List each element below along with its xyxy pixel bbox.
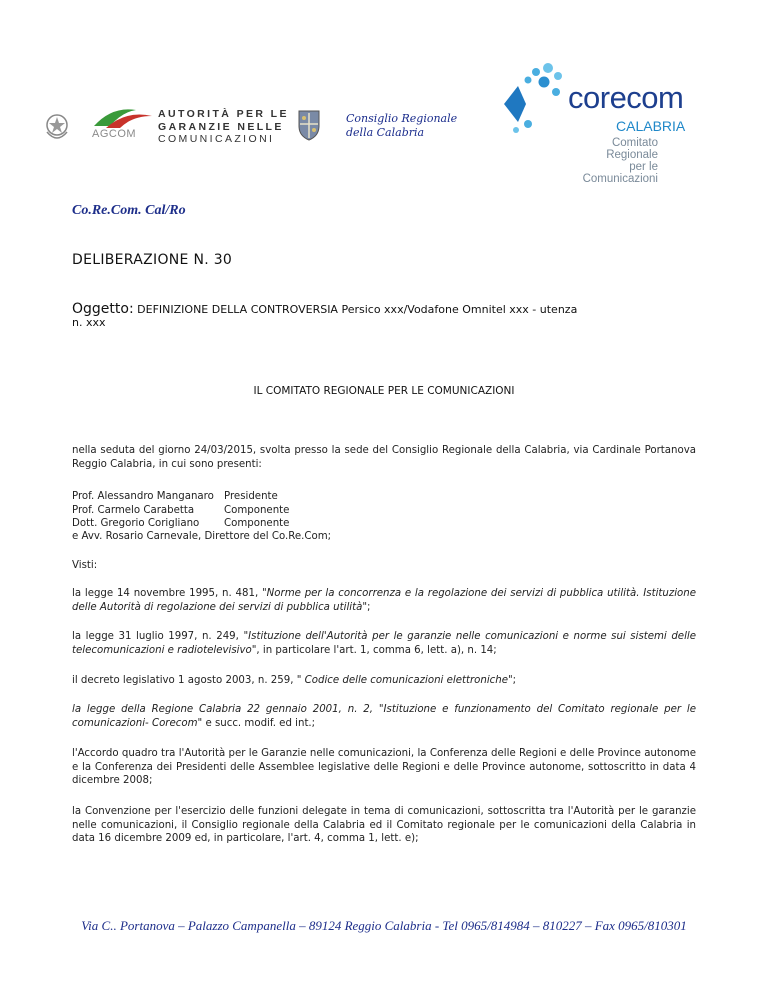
regional-law-paragraph: la legge della Regione Calabria 22 gennaio 2001, n. 2, "Istituzione e funzionamento del Comitato regionale per le comunicazioni- Corecom" e succ. modif. ed int.; bbox=[72, 704, 696, 729]
member-row: Prof. Carmelo Carabetta Componente bbox=[72, 504, 290, 516]
corecom-subtitle: Comitato Regionale per le Comunicazioni bbox=[582, 137, 658, 185]
members-list bbox=[72, 490, 289, 531]
visti-label: Visti: bbox=[72, 560, 98, 571]
subject bbox=[72, 303, 632, 329]
law-1995-paragraph: la legge 14 novembre 1995, n. 481, "Norme per la concorrenza e la regolazione dei servizi di pubblica utilità. Istituzione delle Autorità di regolazione dei servizi di pubblica utilità"; bbox=[72, 588, 696, 613]
document-reference: Co.Re.Com. Cal/Ro bbox=[72, 203, 186, 218]
corecom-dots-icon bbox=[498, 60, 568, 140]
corecom-region: CALABRIA bbox=[616, 118, 686, 134]
law-1997-paragraph: la legge 31 luglio 1997, n. 249, "Istituzione dell'Autorità per le garanzie nelle comunicazioni e norme sui sistemi delle telecomunicazioni e radiotelevisivo", in particolare l'art. 1, comma 6, lett. a), n. 14; bbox=[72, 631, 696, 656]
convenzione-paragraph: la Convenzione per l'esercizio delle funzioni delegate in tema di comunicazioni, sottoscritta tra l'Autorità per le garanzie nelle comunicazioni, il Consiglio regionale della Calabria ed il Comitato regionale per le comunicazioni della Calabria in data 16 dicembre 2009 ed, in particolare, l'art. 4, comma 1, lett. e); bbox=[72, 806, 696, 845]
agcom-wordmark: AGCOM bbox=[92, 128, 137, 140]
decree-2003-paragraph: il decreto legislativo 1 agosto 2003, n. 259, " Codice delle comunicazioni elettroniche"; bbox=[72, 675, 517, 686]
calabria-shield-icon bbox=[296, 108, 322, 142]
committee-heading: IL COMITATO REGIONALE PER LE COMUNICAZIONI bbox=[253, 385, 515, 397]
agcom-name: AUTORITÀ PER LE GARANZIE NELLE COMUNICAZIONI bbox=[158, 108, 289, 145]
subject-text: DEFINIZIONE DELLA CONTROVERSIA Persico xxx/Vodafone Omnitel xxx - utenza bbox=[133, 303, 578, 316]
corecom-wordmark: corecom bbox=[568, 80, 684, 115]
deliberation-number: DELIBERAZIONE N. 30 bbox=[72, 252, 233, 268]
member-row: Prof. Alessandro Manganaro Presidente bbox=[72, 491, 278, 502]
subject-text-cont: n. xxx bbox=[72, 316, 106, 329]
consiglio-regionale-logo-text: Consiglio Regionale della Calabria bbox=[346, 112, 458, 139]
accordo-paragraph: l'Accordo quadro tra l'Autorità per le Garanzie nelle comunicazioni, la Conferenza delle Regioni e delle Province autonome e la Conferenza dei Presidenti delle Assemblee legislative delle Regioni e delle Province autonome, sottoscritto in data 4 dicembre 2008; bbox=[72, 748, 696, 787]
italian-emblem-icon bbox=[44, 110, 70, 144]
subject-label: Oggetto: bbox=[72, 301, 134, 317]
director-paragraph: e Avv. Rosario Carnevale, Direttore del Co.Re.Com; bbox=[72, 531, 332, 542]
member-row: Dott. Gregorio Corigliano Componente bbox=[72, 518, 290, 530]
session-paragraph: nella seduta del giorno 24/03/2015, svolta presso la sede del Consiglio Regionale della Calabria, via Cardinale Portanova Reggio Calabria, in cui sono presenti: bbox=[72, 445, 696, 470]
footer-address: Via C.. Portanova – Palazzo Campanella – 89124 Reggio Calabria - Tel 0965/814984 – 810227 – Fax 0965/810301 bbox=[81, 918, 687, 933]
